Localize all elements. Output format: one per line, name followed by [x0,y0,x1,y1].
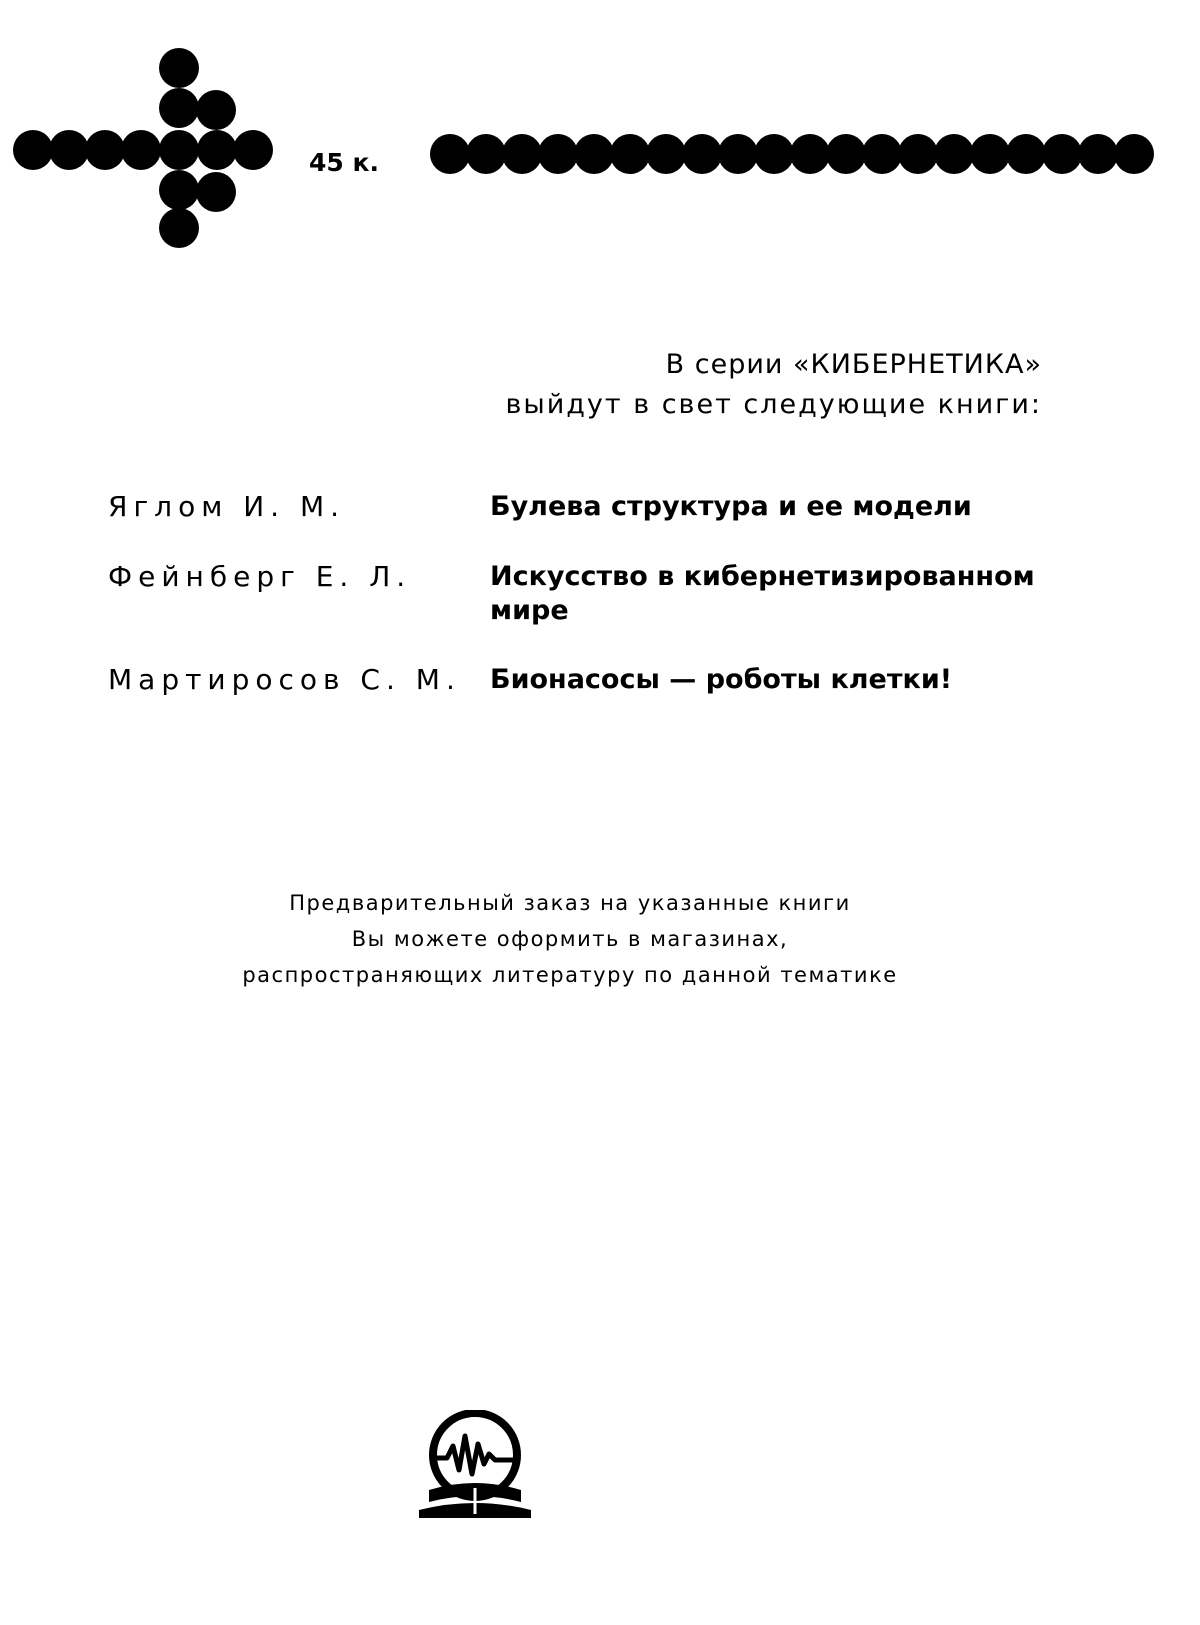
decor-dot [862,134,902,174]
book-title: Искусство в кибернетизированном мире [490,561,1035,626]
decor-dot [159,170,199,210]
series-heading-line-2: выйдут в свет следующие книги: [505,389,1042,420]
decor-dot [233,130,273,170]
decor-dot [197,130,237,170]
series-heading-line-1: В серии «КИБЕРНЕТИКА» [665,349,1042,380]
price-label: 45 к. [309,148,379,177]
decor-dot [754,134,794,174]
decor-dot [159,130,199,170]
decor-dot [85,130,125,170]
decor-dot [610,134,650,174]
decor-dot [646,134,686,174]
decor-dot [826,134,866,174]
decor-dot [538,134,578,174]
book-author: Мартиросов С. М. [108,663,461,696]
decor-dot [159,88,199,128]
decor-dot [1006,134,1046,174]
decor-dot [159,208,199,248]
book-author: Яглом И. М. [108,490,346,523]
decor-dot [1114,134,1154,174]
notice-line-3: распространяющих литературу по данной тематике [242,963,898,987]
decor-dot [682,134,722,174]
decor-dot [718,134,758,174]
decor-dot [1078,134,1118,174]
decor-dot [13,130,53,170]
book-title: Булева структура и ее модели [490,491,972,522]
decor-dot [898,134,938,174]
decor-dot [790,134,830,174]
decor-dot [196,172,236,212]
decor-dot [121,130,161,170]
decor-dot [466,134,506,174]
series-heading [342,345,1042,425]
notice-line-2: Вы можете оформить в магазинах, [351,927,789,951]
decor-dot [49,130,89,170]
decor-dot [196,90,236,130]
notice-line-1: Предварительный заказ на указанные книги [289,891,851,915]
decor-dot [502,134,542,174]
decor-dot [574,134,614,174]
decor-dot [430,134,470,174]
decor-dot [1042,134,1082,174]
book-title: Бионасосы — роботы клетки! [490,664,953,695]
decor-dot [934,134,974,174]
publisher-logo-icon [415,1410,540,1520]
decor-dot [970,134,1010,174]
decor-dot [159,48,199,88]
book-author: Фейнберг Е. Л. [108,560,412,593]
preorder-notice [180,885,960,993]
